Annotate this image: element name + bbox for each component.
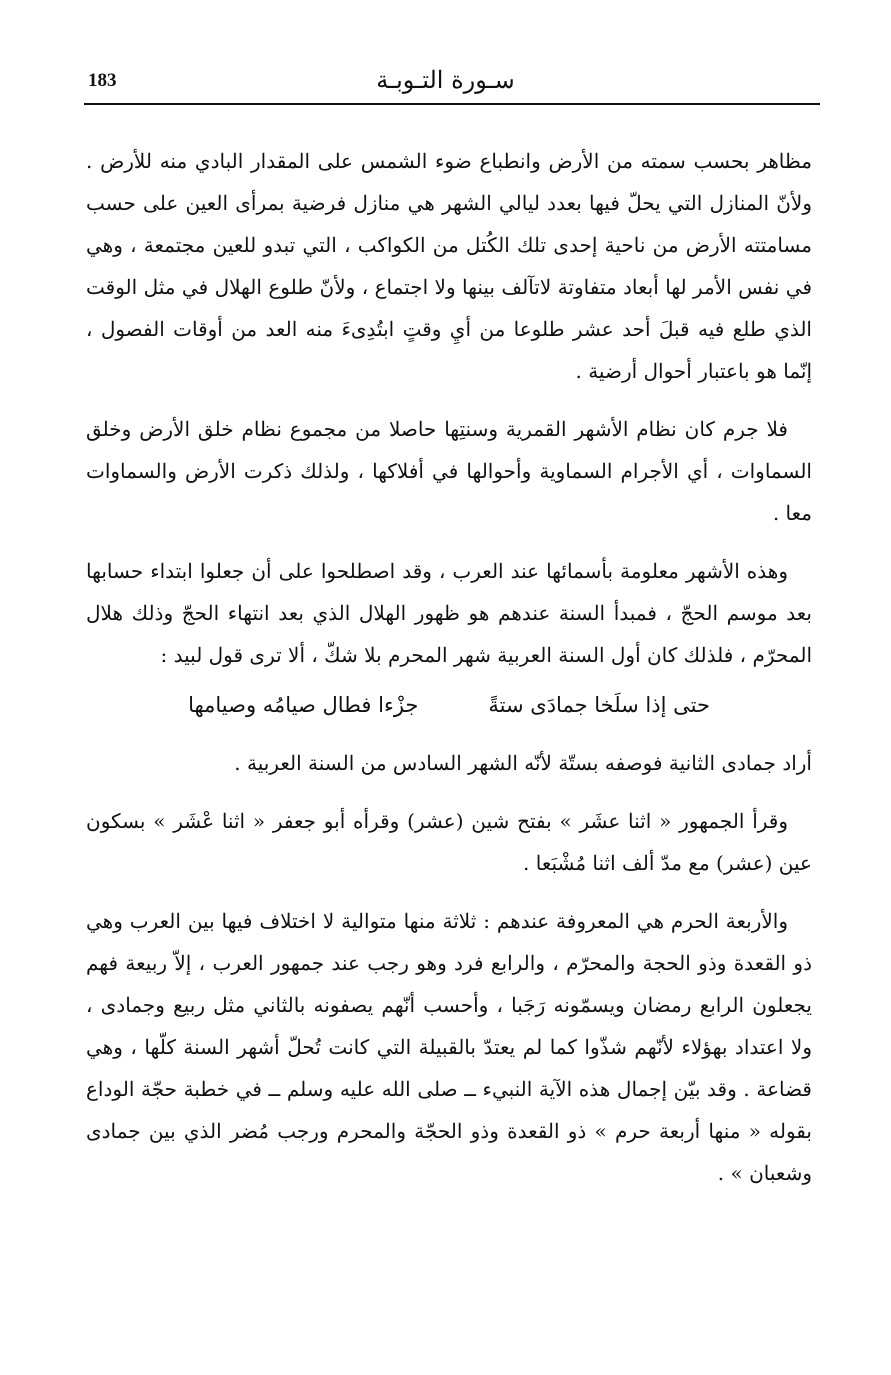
paragraph-5: وقرأ الجمهور « اثنا عشَر » بفتح شين (عشر) وقرأه أبو جعفر « اثنا عْشَر » بسكون عين (عشر) مع مدّ ألف اثنا مُشْبَعا . [86, 809, 812, 875]
verse-line [86, 680, 812, 730]
page-number: 183 [88, 70, 117, 91]
verse-first-hemistich: حتى إذا سلَخا جمادَى ستةً [488, 693, 710, 717]
verse-second-hemistich: جزْءا فطال صيامُه وصيامها [188, 693, 419, 717]
paragraph-3: وهذه الأشهر معلومة بأسمائها عند العرب ، وقد اصطلحوا على أن جعلوا ابتداء حسابها بعد موسم الحجّ ، فمبدأ السنة عندهم هو ظهور الهلال الذي بعد انتهاء الحجّ وذلك هلال المحرّم ، فلذلك كان أول السنة العربية شهر المحرم بلا شكّ ، ألا ترى قول لبيد : [86, 559, 812, 667]
paragraph-4: أراد جمادى الثانية فوصفه بستّة لأنّه الشهر السادس من السنة العربية . [234, 751, 812, 775]
header-rule [84, 103, 820, 105]
body-text [86, 140, 812, 1210]
paragraph-6: والأربعة الحرم هي المعروفة عندهم : ثلاثة منها متوالية لا اختلاف فيها بين العرب وهي ذو القعدة وذو الحجة والمحرّم ، والرابع فرد وهو رجب عند جمهور العرب ، إلاّ ربيعة فهم يجعلون الرابع رمضان ويسمّونه رَجَبا ، وأحسب أنّهم يصفونه بالثاني مثل ربيع وجمادى ، ولا اعتداد بهؤلاء لأنّهم شذّوا كما لم يعتدّ بالقبيلة التي كانت تُحلّ أشهر السنة كلّها ، وهي قضاعة . وقد بيّن إجمال هذه الآية النبيء ــ صلى الله عليه وسلم ــ في خطبة حجّة الوداع بقوله « منها أربعة حرم » ذو القعدة وذو الحجّة والمحرم ورجب مُضر الذي بين جمادى وشعبان » . [86, 909, 812, 1185]
paragraph-2: فلا جرم كان نظام الأشهر القمرية وسنتِها حاصلا من مجموع نظام خلق الأرض وخلق السماوات ، أي الأجرام السماوية وأحوالها في أفلاكها ، ولذلك ذكرت الأرض والسماوات معا . [86, 417, 812, 525]
running-head: سـورة التـوبـة [376, 66, 515, 94]
paragraph-1: مظاهر بحسب سمته من الأرض وانطباع ضوء الشمس على المقدار البادي منه للأرض . ولأنّ المنازل التي يحلّ فيها بعدد ليالي الشهر هي منازل فرضية بمرأى العين على حسب مسامتته الأرض من ناحية إحدى تلك الكُتل من الكواكب ، التي تبدو للعين مجتمعة ، وهي في نفس الأمر لها أبعاد متفاوتة لاتآلف بينها ولا اجتماع ، ولأنّ طلوع الهلال في مثل الوقت الذي طلع فيه قبلَ أحد عشر طلوعا من أيِ وقتٍ ابتُدِىءَ منه العد من أوقات الفصول ، إنّما هو باعتبار أحوال أرضية . [86, 149, 812, 383]
